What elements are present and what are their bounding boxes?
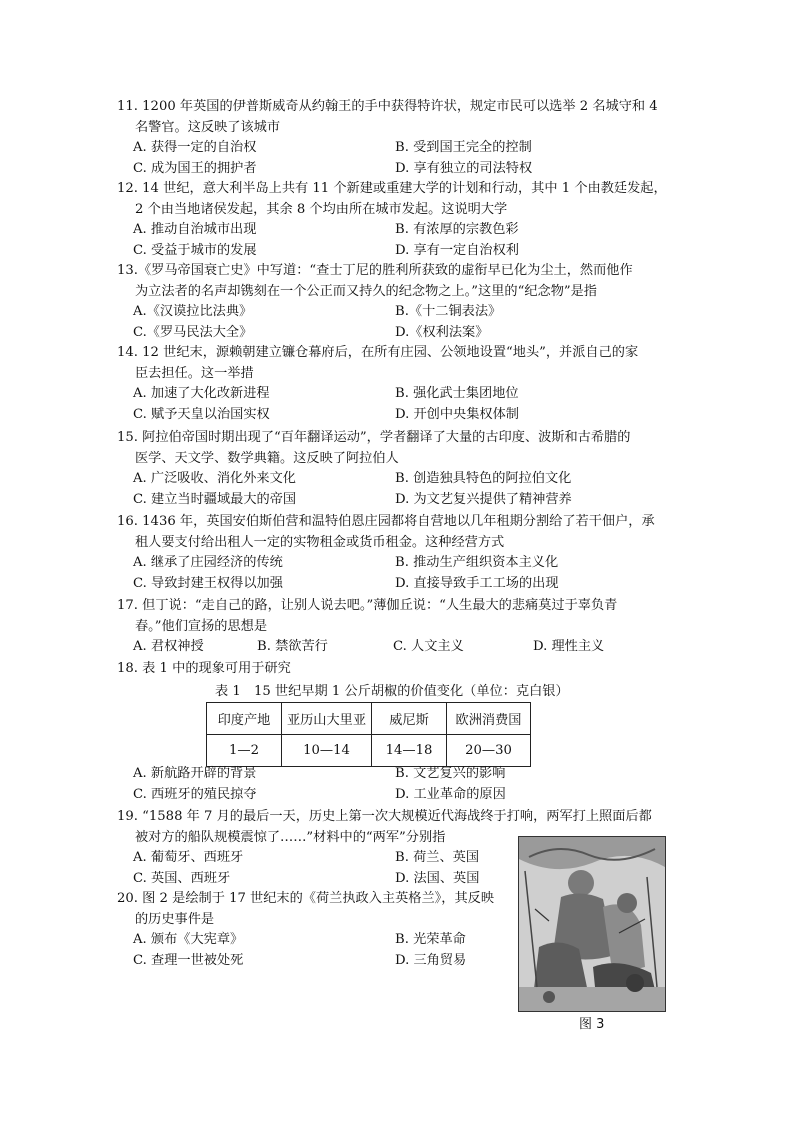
question-stem-cont: 医学、天文学、数学典籍。这反映了阿拉伯人 (135, 450, 399, 466)
engraving-image (518, 836, 666, 1012)
option-c: C. 受益于城市的发展 (133, 242, 257, 258)
option-b: B. 推动生产组织资本主义化 (395, 555, 559, 570)
option-d: D.《权利法案》 (395, 324, 489, 340)
option-a: A. 继承了庄园经济的传统 (133, 555, 283, 570)
option-b: B. 有浓厚的宗教色彩 (395, 222, 519, 237)
table-header-cell: 威尼斯 (372, 703, 447, 735)
option-b: B. 禁欲苦行 (257, 639, 328, 654)
option-b: B.《十二铜表法》 (395, 304, 502, 319)
table-cell: 20—30 (447, 735, 531, 767)
question-13 (117, 261, 677, 343)
option-c: C. 成为国王的拥护者 (133, 160, 257, 176)
option-d: D. 法国、英国 (395, 870, 480, 886)
question-stem-cont: 的历史事件是 (135, 911, 215, 927)
engraving-illustration (519, 837, 665, 1011)
option-c: C. 查理一世被处死 (133, 952, 244, 968)
question-stem: 20. 图 2 是绘制于 17 世纪末的《荷兰执政入主英格兰》，其反映 (117, 891, 495, 906)
question-16 (117, 512, 677, 594)
option-d: D. 三角贸易 (395, 952, 467, 968)
question-stem: 11. 1200 年英国的伊普斯威奇从约翰王的手中获得特许状，规定市民可以选举 2 名城守和 4 (117, 99, 658, 114)
question-stem: 19. “1588 年 7 月的最后一天，历史上第一次大规模近代海战终于打响，两军打上照面后都 (117, 809, 652, 824)
question-18-options (117, 764, 677, 805)
option-c: C. 导致封建王权得以加强 (133, 575, 283, 591)
option-b: B. 荷兰、英国 (395, 850, 480, 865)
table-header-cell: 印度产地 (207, 703, 282, 735)
table-header-cell: 欧洲消费国 (447, 703, 531, 735)
option-c: C. 赋予天皇以治国实权 (133, 406, 270, 422)
question-12 (117, 179, 677, 261)
question-14 (117, 343, 677, 425)
option-d: D. 工业革命的原因 (395, 786, 506, 802)
option-a: A.《汉谟拉比法典》 (133, 304, 253, 319)
question-stem: 14. 12 世纪末，源赖朝建立镰仓幕府后，在所有庄园、公领地设置“地头”，并派自己的家 (117, 345, 639, 360)
table-caption: 表 1 15 世纪早期 1 公斤胡椒的价值变化（单位：克白银） (215, 684, 569, 699)
question-stem-cont: 春。”他们宣扬的思想是 (135, 618, 268, 634)
option-c: C. 英国、西班牙 (133, 870, 231, 886)
option-b: B. 光荣革命 (395, 932, 466, 947)
option-a: A. 新航路开辟的背景 (133, 766, 257, 781)
table-cell: 1—2 (207, 735, 282, 767)
option-d: D. 享有一定自治权利 (395, 242, 519, 258)
question-11 (117, 97, 677, 179)
question-stem-cont: 名警官。这反映了该城市 (135, 119, 281, 135)
option-d: D. 直接导致手工工场的出现 (395, 575, 559, 591)
question-stem: 15. 阿拉伯帝国时期出现了“百年翻译运动”，学者翻译了大量的古印度、波斯和古希腊的 (117, 430, 631, 445)
option-d: D. 享有独立的司法特权 (395, 160, 533, 176)
option-b: B. 受到国王完全的控制 (395, 140, 532, 155)
option-b: B. 创造独具特色的阿拉伯文化 (395, 471, 572, 486)
table-cell: 14—18 (372, 735, 447, 767)
option-d: D. 开创中央集权体制 (395, 406, 519, 422)
table-cell: 10—14 (282, 735, 372, 767)
option-a: A. 加速了大化改新进程 (133, 386, 270, 401)
option-a: A. 推动自治城市出现 (133, 222, 257, 237)
option-a: A. 君权神授 (133, 639, 204, 654)
question-stem-cont: 2 个由当地诸侯发起，其余 8 个均由所在城市发起。这说明大学 (135, 201, 508, 217)
table-row (207, 735, 531, 767)
question-stem: 16. 1436 年，英国安伯斯伯营和温特伯恩庄园都将自营地以几年租期分割给了若干佃户，承 (117, 514, 655, 529)
question-stem: 13.《罗马帝国衰亡史》中写道：“查士丁尼的胜利所获致的虚衔早已化为尘土，然而他作 (117, 263, 633, 278)
option-a: A. 获得一定的自治权 (133, 140, 257, 155)
table-header-row (207, 703, 531, 735)
figure-label: 图 3 (579, 1017, 605, 1032)
pepper-price-table (206, 702, 531, 767)
question-17 (117, 596, 677, 658)
question-stem-cont: 被对方的船队规模震惊了……”材料中的“两军”分别指 (135, 829, 446, 845)
question-stem: 17. 但丁说：“走自己的路，让别人说去吧。”薄伽丘说：“人生最大的悲痛莫过于辜负青 (117, 598, 618, 613)
option-c: C.《罗马民法大全》 (133, 324, 253, 340)
option-a: A. 葡萄牙、西班牙 (133, 850, 244, 865)
option-d: D. 理性主义 (533, 639, 605, 654)
option-d: D. 为文艺复兴提供了精神营养 (395, 491, 572, 507)
option-c: C. 建立当时疆域最大的帝国 (133, 491, 297, 507)
option-c: C. 西班牙的殖民掠夺 (133, 786, 257, 802)
option-a: A. 颁布《大宪章》 (133, 932, 244, 947)
option-b: B. 强化武士集团地位 (395, 386, 519, 401)
question-18 (117, 659, 677, 680)
option-a: A. 广泛吸收、消化外来文化 (133, 471, 296, 486)
option-c: C. 人文主义 (393, 639, 464, 654)
question-stem: 18. 表 1 中的现象可用于研究 (117, 661, 291, 676)
table-header-cell: 亚历山大里亚 (282, 703, 372, 735)
question-stem-cont: 为立法者的名声却镌刻在一个公正而又持久的纪念物之上。”这里的“纪念物”是指 (135, 283, 597, 299)
option-b: B. 文艺复兴的影响 (395, 766, 506, 781)
question-15 (117, 428, 677, 510)
question-stem: 12. 14 世纪，意大利半岛上共有 11 个新建或重建大学的计划和行动，其中 1 个由教廷发起， (117, 181, 667, 196)
question-stem-cont: 臣去担任。这一举措 (135, 365, 254, 381)
question-stem-cont: 租人要支付给出租人一定的实物租金或货币租金。这种经营方式 (135, 534, 505, 550)
